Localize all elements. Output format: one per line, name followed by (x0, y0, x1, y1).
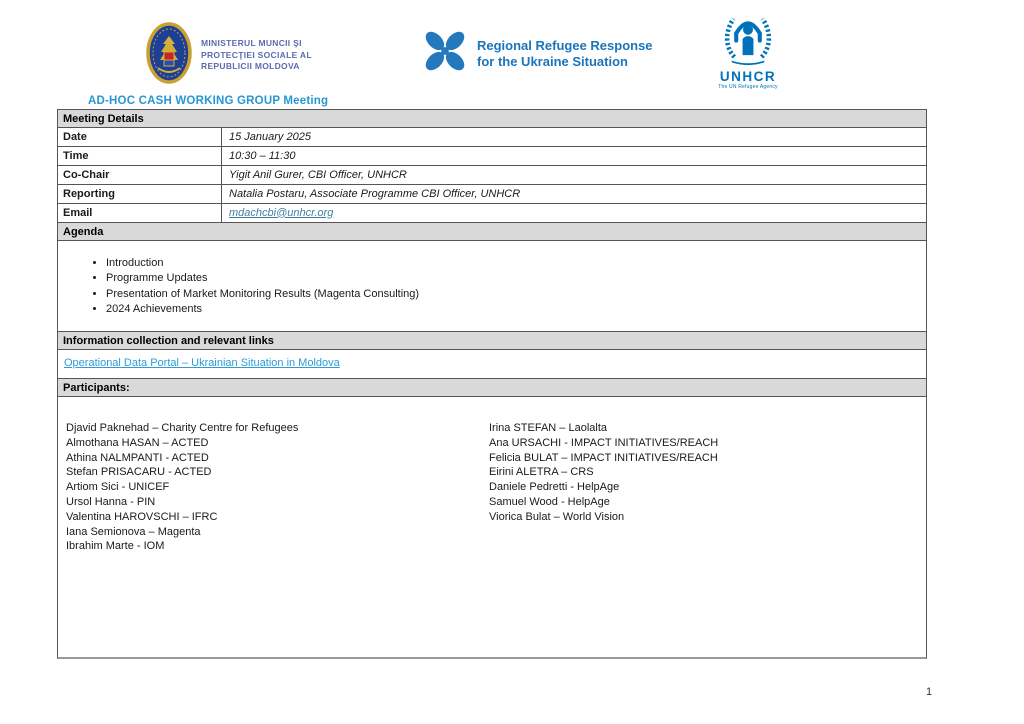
section-information-links: Information collection and relevant links (58, 332, 926, 350)
links-content (58, 350, 926, 379)
unhcr-logo (716, 8, 780, 90)
rrr-text-line1: Regional Refugee Response (477, 37, 653, 53)
logo-header (0, 0, 1024, 95)
participant: Eirini ALETRA – CRS (489, 466, 594, 479)
cochair-label: Co-Chair (58, 166, 222, 184)
cochair-value: Yigit Anil Gurer, CBI Officer, UNHCR (229, 168, 407, 181)
participant: Valentina HAROVSCHI – IFRC (66, 510, 218, 523)
ministry-text-line3: REPUBLICII MOLDOVA (201, 61, 300, 72)
participant: Stefan PRISACARU - ACTED (66, 466, 212, 479)
regional-refugee-response-logo (423, 28, 653, 79)
table-row-email (58, 204, 926, 223)
rrr-logo-text (477, 38, 653, 70)
page-number: 1 (926, 686, 933, 698)
date-label: Date (58, 128, 222, 146)
agenda-item: • Programme Updates (106, 271, 926, 286)
participant: Ibrahim Marte - IOM (66, 540, 165, 553)
email-link[interactable]: mdachcbi@unhcr.org (229, 206, 334, 219)
agenda-item: • 2024 Achievements (106, 302, 926, 317)
participant: Daniele Pedretti - HelpAge (489, 481, 620, 494)
rrr-text-line2: for the Ukraine Situation (477, 53, 628, 69)
time-value: 10:30 – 11:30 (229, 149, 296, 162)
participant: Ursol Hanna - PIN (66, 495, 156, 508)
moldova-coat-of-arms-icon (146, 22, 192, 89)
agenda-item: • Presentation of Market Monitoring Results (Magenta Consulting) (106, 287, 926, 302)
unhcr-emblem-icon (720, 53, 776, 70)
participants-column-left (66, 421, 298, 554)
agenda-content (58, 241, 926, 332)
participant: Samuel Wood - HelpAge (489, 495, 610, 508)
unhcr-wordmark: UNHCR (719, 69, 777, 84)
document-title: AD-HOC CASH WORKING GROUP Meeting (88, 95, 329, 107)
participant: Artiom Sici - UNICEF (66, 481, 170, 494)
participant: Athina NALMPANTI - ACTED (66, 451, 209, 464)
table-row-time (58, 147, 926, 166)
operational-data-portal-link[interactable]: Operational Data Portal – Ukrainian Situation in Moldova (64, 357, 340, 369)
participant: Felicia BULAT – IMPACT INITIATIVES/REACH (489, 451, 718, 464)
participants-column-right (489, 421, 718, 525)
agenda-list (58, 256, 926, 317)
rrr-x-icon (423, 28, 467, 79)
participants-content (58, 397, 926, 657)
email-cell (222, 204, 926, 222)
ministry-text-line2: PROTECŢIEI SOCIALE AL (201, 49, 312, 60)
section-meeting-details: Meeting Details (58, 110, 926, 128)
date-value: 15 January 2025 (229, 130, 311, 143)
participant: Ana URSACHI - IMPACT INITIATIVES/REACH (489, 436, 719, 449)
reporting-value: Natalia Postaru, Associate Programme CBI Officer, UNHCR (229, 187, 521, 200)
meeting-table (57, 109, 927, 659)
participant: Almothana HASAN – ACTED (66, 436, 209, 449)
participant: Viorica Bulat – World Vision (489, 510, 625, 523)
section-participants: Participants: (58, 379, 926, 397)
ministry-text-line1: MINISTERUL MUNCII ŞI (201, 38, 302, 49)
time-label: Time (58, 147, 222, 165)
participant: Djavid Paknehad – Charity Centre for Refugees (66, 422, 299, 434)
table-row-reporting (58, 185, 926, 204)
participant: Iana Semionova – Magenta (66, 525, 201, 538)
ministry-logo (146, 22, 312, 89)
unhcr-tagline: The UN Refugee Agency (718, 84, 778, 90)
participant: Irina STEFAN – Laolalta (489, 422, 608, 434)
table-row-date (58, 128, 926, 147)
reporting-label: Reporting (58, 185, 222, 203)
section-agenda: Agenda (58, 223, 926, 241)
ministry-logo-text (201, 38, 312, 73)
email-label: Email (58, 204, 222, 222)
agenda-item: • Introduction (106, 256, 926, 271)
table-row-cochair (58, 166, 926, 185)
